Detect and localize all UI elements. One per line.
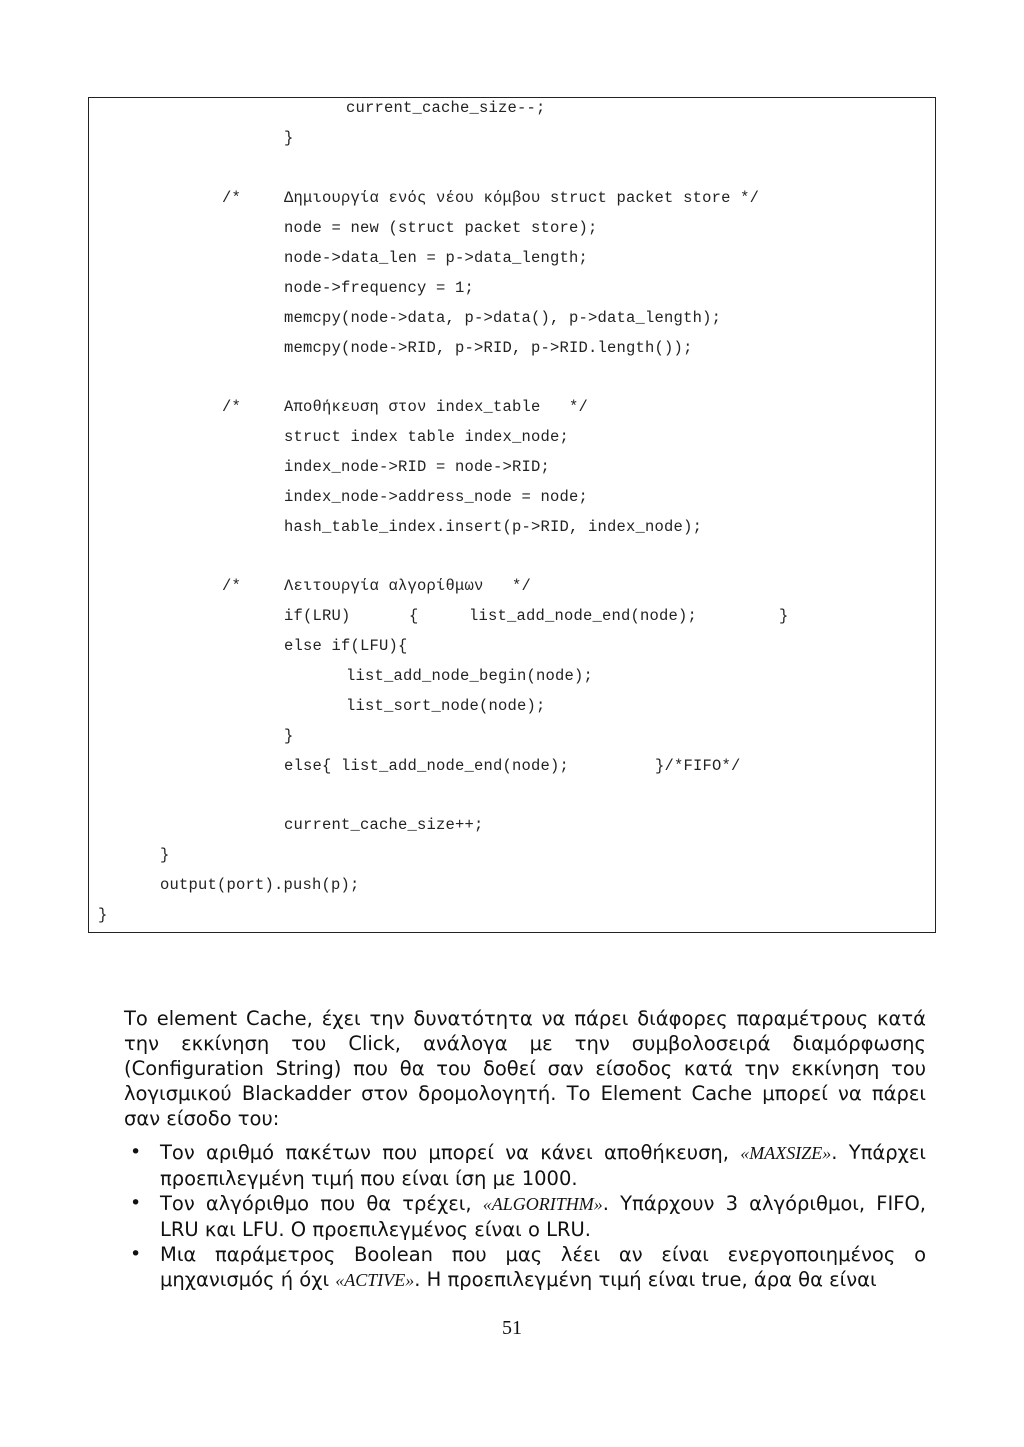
list-item-text: . Η προεπιλεγμένη τιμή είναι true, άρα θα είναι — [414, 1268, 877, 1291]
code-comment-marker: /* — [222, 577, 242, 595]
code-comment-marker: /* — [222, 398, 242, 416]
code-brace: { — [409, 607, 419, 625]
page-number: 51 — [502, 1317, 522, 1339]
list-item-text: Τον αλγόριθμο που θα τρέχει, — [160, 1192, 483, 1215]
code-line: node->data_len = p->data_length; — [284, 249, 589, 267]
code-line: list_sort_node(node); — [346, 697, 546, 715]
code-line: memcpy(node->data, p->data(), p->data_length); — [284, 309, 722, 327]
code-brace: } — [160, 846, 170, 864]
code-brace: } — [779, 607, 789, 625]
list-item — [124, 1140, 926, 1191]
code-line: current_cache_size--; — [346, 99, 546, 117]
bullet-icon: • — [130, 1243, 142, 1265]
code-comment-marker: /* — [222, 189, 242, 207]
code-line: list_add_node_begin(node); — [346, 667, 594, 685]
code-line: index_node->RID = node->RID; — [284, 458, 551, 476]
code-line: index_node->address_node = node; — [284, 488, 589, 506]
code-line: memcpy(node->RID, p->RID, p->RID.length()); — [284, 339, 693, 357]
code-line: else{ list_add_node_end(node); — [284, 757, 570, 775]
code-line: output(port).push(p); — [160, 876, 360, 894]
list-item-text: Μια παράμετρος Boolean που μας λέει αν είναι ενεργοποιημένος ο μηχανισμός ή όχι — [160, 1243, 926, 1291]
parameter-name: «ACTIVE» — [335, 1270, 415, 1290]
parameter-name: «ALGORITHM» — [482, 1194, 603, 1214]
bullet-icon: • — [130, 1192, 142, 1214]
list-item — [124, 1191, 926, 1242]
bullet-icon: • — [130, 1141, 142, 1163]
code-listing-box — [88, 97, 936, 933]
code-line: current_cache_size++; — [284, 816, 484, 834]
list-item — [124, 1242, 926, 1293]
code-line: } — [284, 129, 294, 147]
code-line: else if(LFU){ — [284, 637, 408, 655]
code-comment: Λειτουργία αλγορίθμων */ — [284, 577, 532, 595]
code-line: struct index table index_node; — [284, 428, 570, 446]
list-item-text: . Υπάρχει προεπιλεγμένη τιμή που είναι ίση με 1000. — [160, 1141, 926, 1190]
code-comment: }/*FIFO*/ — [655, 757, 741, 775]
list-item-text: . Υπάρχουν 3 αλγόριθμοι, FIFO, LRU και LFU. Ο προεπιλεγμένος είναι ο LRU. — [160, 1192, 926, 1241]
code-line: hash_table_index.insert(p->RID, index_node); — [284, 518, 703, 536]
list-item-text: Τον αριθμό πακέτων που μπορεί να κάνει αποθήκευση, — [160, 1141, 741, 1164]
code-line: node->frequency = 1; — [284, 279, 475, 297]
parameter-name: «MAXSIZE» — [740, 1143, 832, 1163]
code-line: node = new (struct packet store); — [284, 219, 598, 237]
code-line: list_add_node_end(node); — [469, 607, 698, 625]
code-comment: Αποθήκευση στον index_table */ — [284, 398, 589, 416]
code-line: if(LRU) — [284, 607, 351, 625]
parameter-list — [124, 1140, 926, 1293]
code-brace: } — [98, 906, 108, 924]
code-comment: Δημιουργία ενός νέου κόμβου struct packet store */ — [284, 189, 760, 207]
body-paragraph: Το element Cache, έχει την δυνατότητα να πάρει διάφορες παραμέτρους κατά την εκκίνηση του Click, ανάλογα με την συμβολοσειρά διαμόρφωσης (Configuration String) που θα του δοθεί σαν είσοδος κατά την εκκίνηση του λογισμικού Blackadder στον δρομολογητή. Το Element Cache μπορεί να πάρει σαν είσοδο του: — [124, 1007, 926, 1130]
code-brace: } — [284, 727, 294, 745]
